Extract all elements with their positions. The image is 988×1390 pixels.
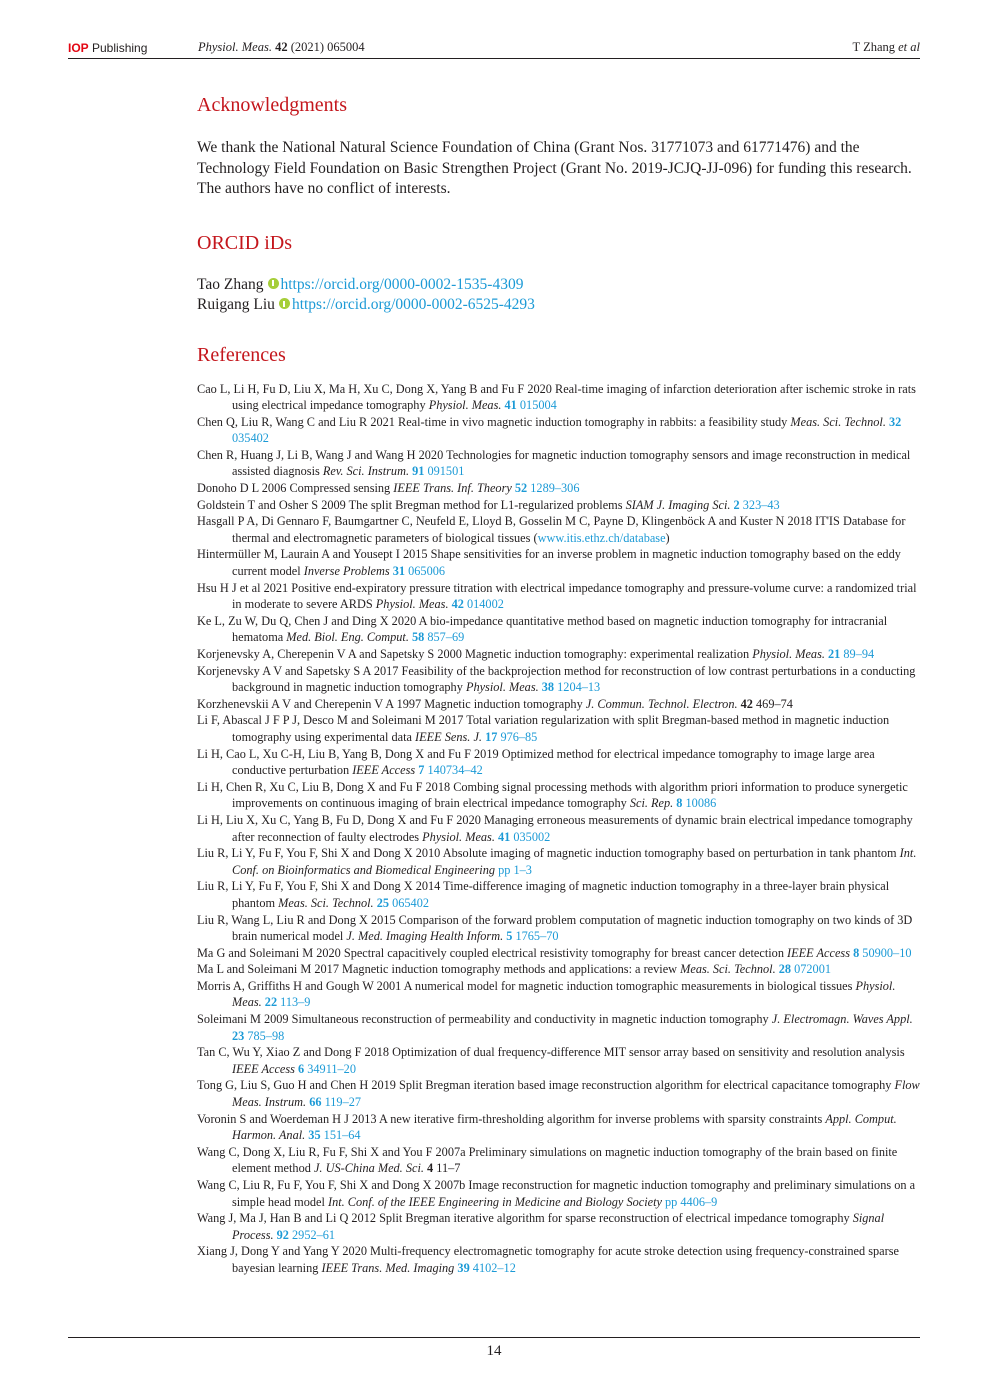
reference-journal: Signal Process. bbox=[232, 1211, 885, 1242]
page-number: 14 bbox=[486, 1343, 502, 1359]
reference-text: Li H, Liu X, Xu C, Yang B, Fu D, Dong X and Fu F 2020 Managing erroneous measurements of dynamic brain electrical impedance tomography after reconnection of faulty electrodes bbox=[197, 812, 913, 844]
reference-volume[interactable]: 22 bbox=[264, 995, 278, 1010]
reference-pages[interactable]: 785–98 bbox=[247, 1028, 285, 1043]
reference-item bbox=[197, 912, 922, 945]
reference-pages[interactable]: 4102–12 bbox=[472, 1260, 516, 1275]
reference-journal: Physiol. Meas. bbox=[752, 647, 825, 661]
reference-text: Korjenevsky A V and Sapetsky S A 2017 Feasibility of the backprojection method for reconstruction of low contrast perturbations in a conducting background in magnetic induction tomography bbox=[197, 663, 916, 695]
reference-text: Wang J, Ma J, Han B and Li Q 2012 Split Bregman iterative algorithm for sparse reconstruction of electrical impedance tomography bbox=[197, 1211, 853, 1226]
reference-item bbox=[197, 497, 922, 514]
reference-journal: Meas. Sci. Technol. bbox=[680, 962, 776, 977]
reference-pages[interactable]: 976–85 bbox=[500, 729, 538, 744]
reference-text: Goldstein T and Osher S 2009 The split Bregman method for L1-regularized problems bbox=[197, 497, 626, 512]
reference-item bbox=[197, 945, 922, 962]
reference-text: Liu R, Li Y, Fu F, You F, Shi X and Dong X 2010 Absolute imaging of magnetic induction tomography based on perturbation in tank phantom bbox=[197, 846, 900, 861]
reference-item bbox=[197, 1210, 922, 1243]
acknowledgments-text: We thank the National Natural Science Foundation of China (Grant Nos. 31771073 and 61771476) and the Technology Field Foundation on Basic Strengthen Project (Grant No. 2019-JCJQ-JJ-096) for funding this research. The authors have no conflict of interests. bbox=[197, 139, 912, 197]
reference-item bbox=[197, 878, 922, 911]
reference-item bbox=[197, 381, 922, 414]
reference-item bbox=[197, 696, 922, 713]
reference-item bbox=[197, 1077, 922, 1110]
reference-journal: Inverse Problems bbox=[303, 564, 390, 579]
reference-pages: 469–74 bbox=[756, 696, 793, 711]
reference-journal: Physiol. Meas. bbox=[465, 680, 539, 695]
reference-volume[interactable]: 21 bbox=[828, 647, 841, 661]
orcid-icon bbox=[279, 298, 290, 309]
reference-pages[interactable]: 035402 bbox=[232, 431, 269, 446]
reference-journal: Int. Conf. of the IEEE Engineering in Medicine and Biology Society bbox=[327, 1194, 662, 1209]
reference-item bbox=[197, 663, 922, 696]
reference-text: Voronin S and Woerdeman H J 2013 A new iterative firm-thresholding algorithm for inverse problems with sparsity constraints bbox=[197, 1111, 826, 1126]
reference-journal: Physiol. Meas. bbox=[422, 829, 495, 844]
reference-text: Liu R, Wang L, Liu R and Dong X 2015 Comparison of the forward problem computation of magnetic induction tomography on two kinds of 3D brain numerical model bbox=[197, 912, 913, 944]
page-content bbox=[197, 92, 922, 1277]
reference-pages[interactable]: 50900–10 bbox=[862, 945, 912, 960]
reference-item bbox=[197, 1111, 922, 1144]
reference-volume[interactable]: 41 bbox=[498, 829, 511, 844]
reference-item bbox=[197, 447, 922, 480]
reference-text: Tong G, Liu S, Guo H and Chen H 2019 Split Bregman iteration based image reconstruction algorithm for electrical capacitance tomography bbox=[197, 1078, 895, 1093]
reference-text: Soleimani M 2009 Simultaneous reconstruction of permeability and conductivity in magnetic induction tomography bbox=[197, 1012, 772, 1027]
reference-journal: Int. Conf. on Bioinformatics and Biomedical Engineering bbox=[232, 846, 917, 877]
header-rule bbox=[68, 58, 920, 59]
reference-item bbox=[197, 480, 922, 497]
reference-journal: Physiol. Meas. bbox=[375, 597, 449, 612]
reference-pages: 11–7 bbox=[436, 1161, 461, 1176]
reference-text: Ma G and Soleimani M 2020 Spectral capacitively coupled electrical resistivity tomography for breast cancer detection bbox=[197, 945, 788, 960]
reference-text: Ma L and Soleimani M 2017 Magnetic induction tomography methods and applications: a review bbox=[197, 962, 681, 977]
reference-text: Wang C, Liu R, Fu F, You F, Shi X and Dong X 2007b Image reconstruction for magnetic induction tomography and preliminary simulations on a simple head model bbox=[197, 1178, 916, 1209]
reference-journal: IEEE Sens. J. bbox=[415, 729, 482, 744]
reference-volume[interactable]: 8 bbox=[676, 796, 683, 811]
reference-item bbox=[197, 1177, 922, 1210]
reference-text: Liu R, Li Y, Fu F, You F, Shi X and Dong X 2014 Time-difference imaging of magnetic induction tomography in a three-layer brain physical phantom bbox=[197, 879, 890, 910]
reference-pages[interactable]: 1204–13 bbox=[557, 680, 601, 695]
acknowledgments-heading: Acknowledgments bbox=[197, 94, 347, 116]
reference-pages[interactable]: 035002 bbox=[513, 829, 551, 844]
reference-volume[interactable]: 5 bbox=[506, 929, 513, 944]
reference-pages[interactable]: 34911–20 bbox=[307, 1061, 356, 1076]
reference-journal: Physiol. Meas. bbox=[428, 398, 502, 413]
reference-text: Cao L, Li H, Fu D, Liu X, Ma H, Xu C, Dong X, Yang B and Fu F 2020 Real-time imaging of infarction deterioration after ischemic stroke in rats using electrical impedance tomography bbox=[197, 381, 916, 413]
reference-volume[interactable]: 38 bbox=[541, 680, 555, 695]
reference-volume[interactable]: 39 bbox=[457, 1260, 470, 1275]
running-author: T Zhang et al bbox=[852, 40, 920, 54]
reference-volume[interactable]: 25 bbox=[376, 895, 390, 910]
reference-item bbox=[197, 580, 922, 613]
reference-pages[interactable]: 323–43 bbox=[742, 497, 780, 512]
reference-journal: IEEE Trans. Med. Imaging bbox=[321, 1260, 455, 1275]
publisher-logo: IOP Publishing bbox=[68, 41, 148, 55]
reference-item bbox=[197, 746, 922, 779]
reference-item bbox=[197, 845, 922, 878]
reference-pages[interactable]: 072001 bbox=[794, 962, 831, 977]
reference-pages[interactable]: 89–94 bbox=[843, 647, 875, 661]
orcid-list bbox=[197, 275, 922, 316]
reference-volume[interactable]: 92 bbox=[276, 1227, 289, 1242]
orcid-link[interactable]: https://orcid.org/0000-0002-6525-4293 bbox=[291, 296, 535, 313]
reference-text: Korjenevsky A, Cherepenin V A and Sapetsky S 2000 Magnetic induction tomography: experimental realization bbox=[197, 647, 753, 661]
journal-citation: Physiol. Meas. 42 (2021) 065004 bbox=[198, 40, 365, 54]
reference-text: Tan C, Wu Y, Xiao Z and Dong F 2018 Optimization of dual frequency-difference MIT sensor array based on sensitivity and resolution analysis bbox=[197, 1045, 905, 1060]
reference-volume[interactable]: 32 bbox=[889, 414, 902, 429]
reference-volume: 42 bbox=[740, 696, 753, 711]
reference-text: Li H, Cao L, Xu C-H, Liu B, Yang B, Dong X and Fu F 2019 Optimized method for electrical impedance tomography to image large area conductive perturbation bbox=[197, 746, 875, 778]
reference-pages[interactable]: 014002 bbox=[466, 597, 504, 612]
reference-journal: Appl. Comput. Harmon. Anal. bbox=[232, 1111, 897, 1143]
reference-journal: IEEE Access bbox=[352, 763, 416, 778]
footer-rule bbox=[68, 1337, 920, 1338]
reference-item bbox=[197, 513, 922, 546]
reference-pages[interactable]: 1765–70 bbox=[515, 929, 559, 944]
reference-journal: J. Electromagn. Waves Appl. bbox=[771, 1012, 913, 1027]
reference-text: Xiang J, Dong Y and Yang Y 2020 Multi-frequency electromagnetic tomography for acute stroke detection using frequency-constrained sparse bayesian learning bbox=[197, 1244, 899, 1275]
orcid-heading: ORCID iDs bbox=[197, 231, 293, 254]
reference-text: Hintermüller M, Laurain A and Yousept I 2015 Shape sensitivities for an inverse problem in magnetic induction tomography based on the eddy current model bbox=[197, 547, 901, 579]
reference-pages[interactable]: www.itis.ethz.ch/database bbox=[537, 530, 666, 545]
reference-text: Li F, Abascal J F P J, Desco M and Soleimani M 2017 Total variation regularization with split Bregman-based method in magnetic induction tomography using experimental data bbox=[197, 713, 890, 744]
reference-text: Donoho D L 2006 Compressed sensing bbox=[197, 481, 394, 496]
reference-journal: Med. Biol. Eng. Comput. bbox=[286, 630, 409, 645]
reference-journal: J. Med. Imaging Health Inform. bbox=[346, 929, 504, 944]
reference-pages[interactable]: 2952–61 bbox=[292, 1227, 336, 1242]
reference-pages[interactable]: 151–64 bbox=[323, 1128, 361, 1143]
reference-volume[interactable]: 2 bbox=[733, 497, 740, 512]
reference-text: Li H, Chen R, Xu C, Liu B, Dong X and Fu F 2018 Combing signal processing methods with algorithm priori information to produce synergetic improvements on continuous imaging of brain electrical impedance tomography bbox=[197, 779, 908, 811]
reference-pages[interactable]: 140734–42 bbox=[427, 763, 483, 778]
reference-item bbox=[197, 414, 922, 447]
reference-item bbox=[197, 613, 922, 646]
reference-item bbox=[197, 1243, 922, 1276]
reference-volume[interactable]: 7 bbox=[418, 763, 425, 778]
reference-volume[interactable]: 17 bbox=[485, 729, 498, 744]
reference-text: Korzhenevskii A V and Cherepenin V A 1997 Magnetic induction tomography bbox=[197, 696, 586, 711]
reference-journal: IEEE Access bbox=[232, 1061, 295, 1076]
reference-volume[interactable]: 35 bbox=[308, 1128, 321, 1143]
reference-item bbox=[197, 1144, 922, 1177]
reference-journal: Flow Meas. Instrum. bbox=[232, 1078, 920, 1110]
reference-text: Hasgall P A, Di Gennaro F, Baumgartner C, Neufeld E, Lloyd B, Gosselin M C, Payne D, Klingenböck A and Kuster N 2018 IT'IS Database for thermal and electromagnetic parameters of biological tissues ( bbox=[197, 514, 906, 545]
reference-item bbox=[197, 1011, 922, 1044]
reference-pages[interactable]: 065402 bbox=[392, 895, 429, 910]
reference-item bbox=[197, 779, 922, 812]
orcid-icon bbox=[268, 278, 279, 289]
reference-item bbox=[197, 646, 922, 663]
reference-item bbox=[197, 978, 922, 1011]
reference-volume[interactable]: 41 bbox=[504, 398, 517, 413]
reference-pages[interactable]: 857–69 bbox=[427, 630, 465, 645]
reference-pages[interactable]: 091501 bbox=[427, 464, 465, 479]
reference-pages[interactable]: 10086 bbox=[685, 796, 717, 811]
reference-item bbox=[197, 961, 922, 978]
orcid-entry bbox=[197, 275, 922, 296]
reference-text: Chen Q, Liu R, Wang C and Liu R 2021 Real-time in vivo magnetic induction tomography in rabbits: a feasibility study bbox=[197, 414, 791, 429]
reference-pages[interactable]: 015004 bbox=[519, 398, 557, 413]
reference-pages[interactable]: 119–27 bbox=[324, 1095, 362, 1110]
reference-volume[interactable]: 28 bbox=[778, 962, 792, 977]
reference-text: Ke L, Zu W, Du Q, Chen J and Ding X 2020 A bio-impedance quantitative method based on magnetic induction tomography for intracranial hematoma bbox=[197, 613, 888, 645]
reference-text: Morris A, Griffiths H and Gough W 2001 A numerical model for magnetic induction tomographic measurements in biological tissues bbox=[197, 978, 856, 993]
reference-item bbox=[197, 712, 922, 745]
reference-item bbox=[197, 546, 922, 579]
reference-volume[interactable]: 6 bbox=[298, 1061, 305, 1076]
reference-text: Wang C, Dong X, Liu R, Fu F, Shi X and You F 2007a Preliminary simulations on magnetic induction tomography of the brain based on finite element method bbox=[197, 1144, 898, 1176]
reference-volume[interactable]: 31 bbox=[392, 564, 406, 579]
reference-journal: SIAM J. Imaging Sci. bbox=[625, 497, 731, 512]
reference-journal: IEEE Access bbox=[787, 945, 850, 960]
reference-journal: Meas. Sci. Technol. bbox=[278, 895, 374, 910]
reference-item bbox=[197, 812, 922, 845]
reference-tail: ) bbox=[665, 530, 670, 545]
running-header bbox=[68, 40, 920, 58]
reference-journal: Physiol. Meas. bbox=[232, 978, 896, 1010]
reference-journal: Rev. Sci. Instrum. bbox=[322, 464, 410, 479]
orcid-link[interactable]: https://orcid.org/0000-0002-1535-4309 bbox=[280, 275, 524, 293]
orcid-entry bbox=[197, 295, 922, 316]
reference-pages[interactable]: 1289–306 bbox=[530, 481, 580, 496]
reference-journal: J. US-China Med. Sci. bbox=[313, 1161, 424, 1176]
orcid-author-name: Tao Zhang bbox=[197, 275, 264, 293]
reference-pages[interactable]: 113–9 bbox=[280, 995, 311, 1010]
reference-pages[interactable]: pp 1–3 bbox=[498, 862, 532, 877]
reference-pages[interactable]: 065006 bbox=[408, 564, 446, 579]
reference-volume: 4 bbox=[427, 1161, 434, 1176]
reference-volume[interactable]: 91 bbox=[412, 464, 425, 479]
reference-volume[interactable]: 52 bbox=[514, 481, 528, 496]
reference-text: Hsu H J et al 2021 Positive end-expiratory pressure titration with electrical impedance tomography and pressure-volume curve: a randomized trial in moderate to severe ARDS bbox=[197, 580, 917, 612]
references-heading: References bbox=[197, 343, 286, 366]
reference-item bbox=[197, 1044, 922, 1077]
reference-journal: Sci. Rep. bbox=[629, 796, 674, 811]
reference-volume[interactable]: 8 bbox=[853, 945, 860, 960]
reference-volume[interactable]: 23 bbox=[232, 1028, 245, 1043]
orcid-author-name: Ruigang Liu bbox=[197, 296, 275, 313]
reference-journal: IEEE Trans. Inf. Theory bbox=[393, 481, 512, 496]
reference-journal: Meas. Sci. Technol. bbox=[790, 414, 886, 429]
reference-volume[interactable]: 42 bbox=[451, 597, 464, 612]
reference-volume[interactable]: 66 bbox=[309, 1095, 322, 1110]
reference-volume[interactable]: 58 bbox=[412, 630, 425, 645]
reference-journal: J. Commun. Technol. Electron. bbox=[585, 696, 738, 711]
reference-list bbox=[197, 381, 922, 1277]
reference-pages[interactable]: pp 4406–9 bbox=[665, 1194, 718, 1209]
reference-text: Chen R, Huang J, Li B, Wang J and Wang H 2020 Technologies for magnetic induction tomography sensors and image reconstruction in medical assisted diagnosis bbox=[197, 447, 911, 479]
